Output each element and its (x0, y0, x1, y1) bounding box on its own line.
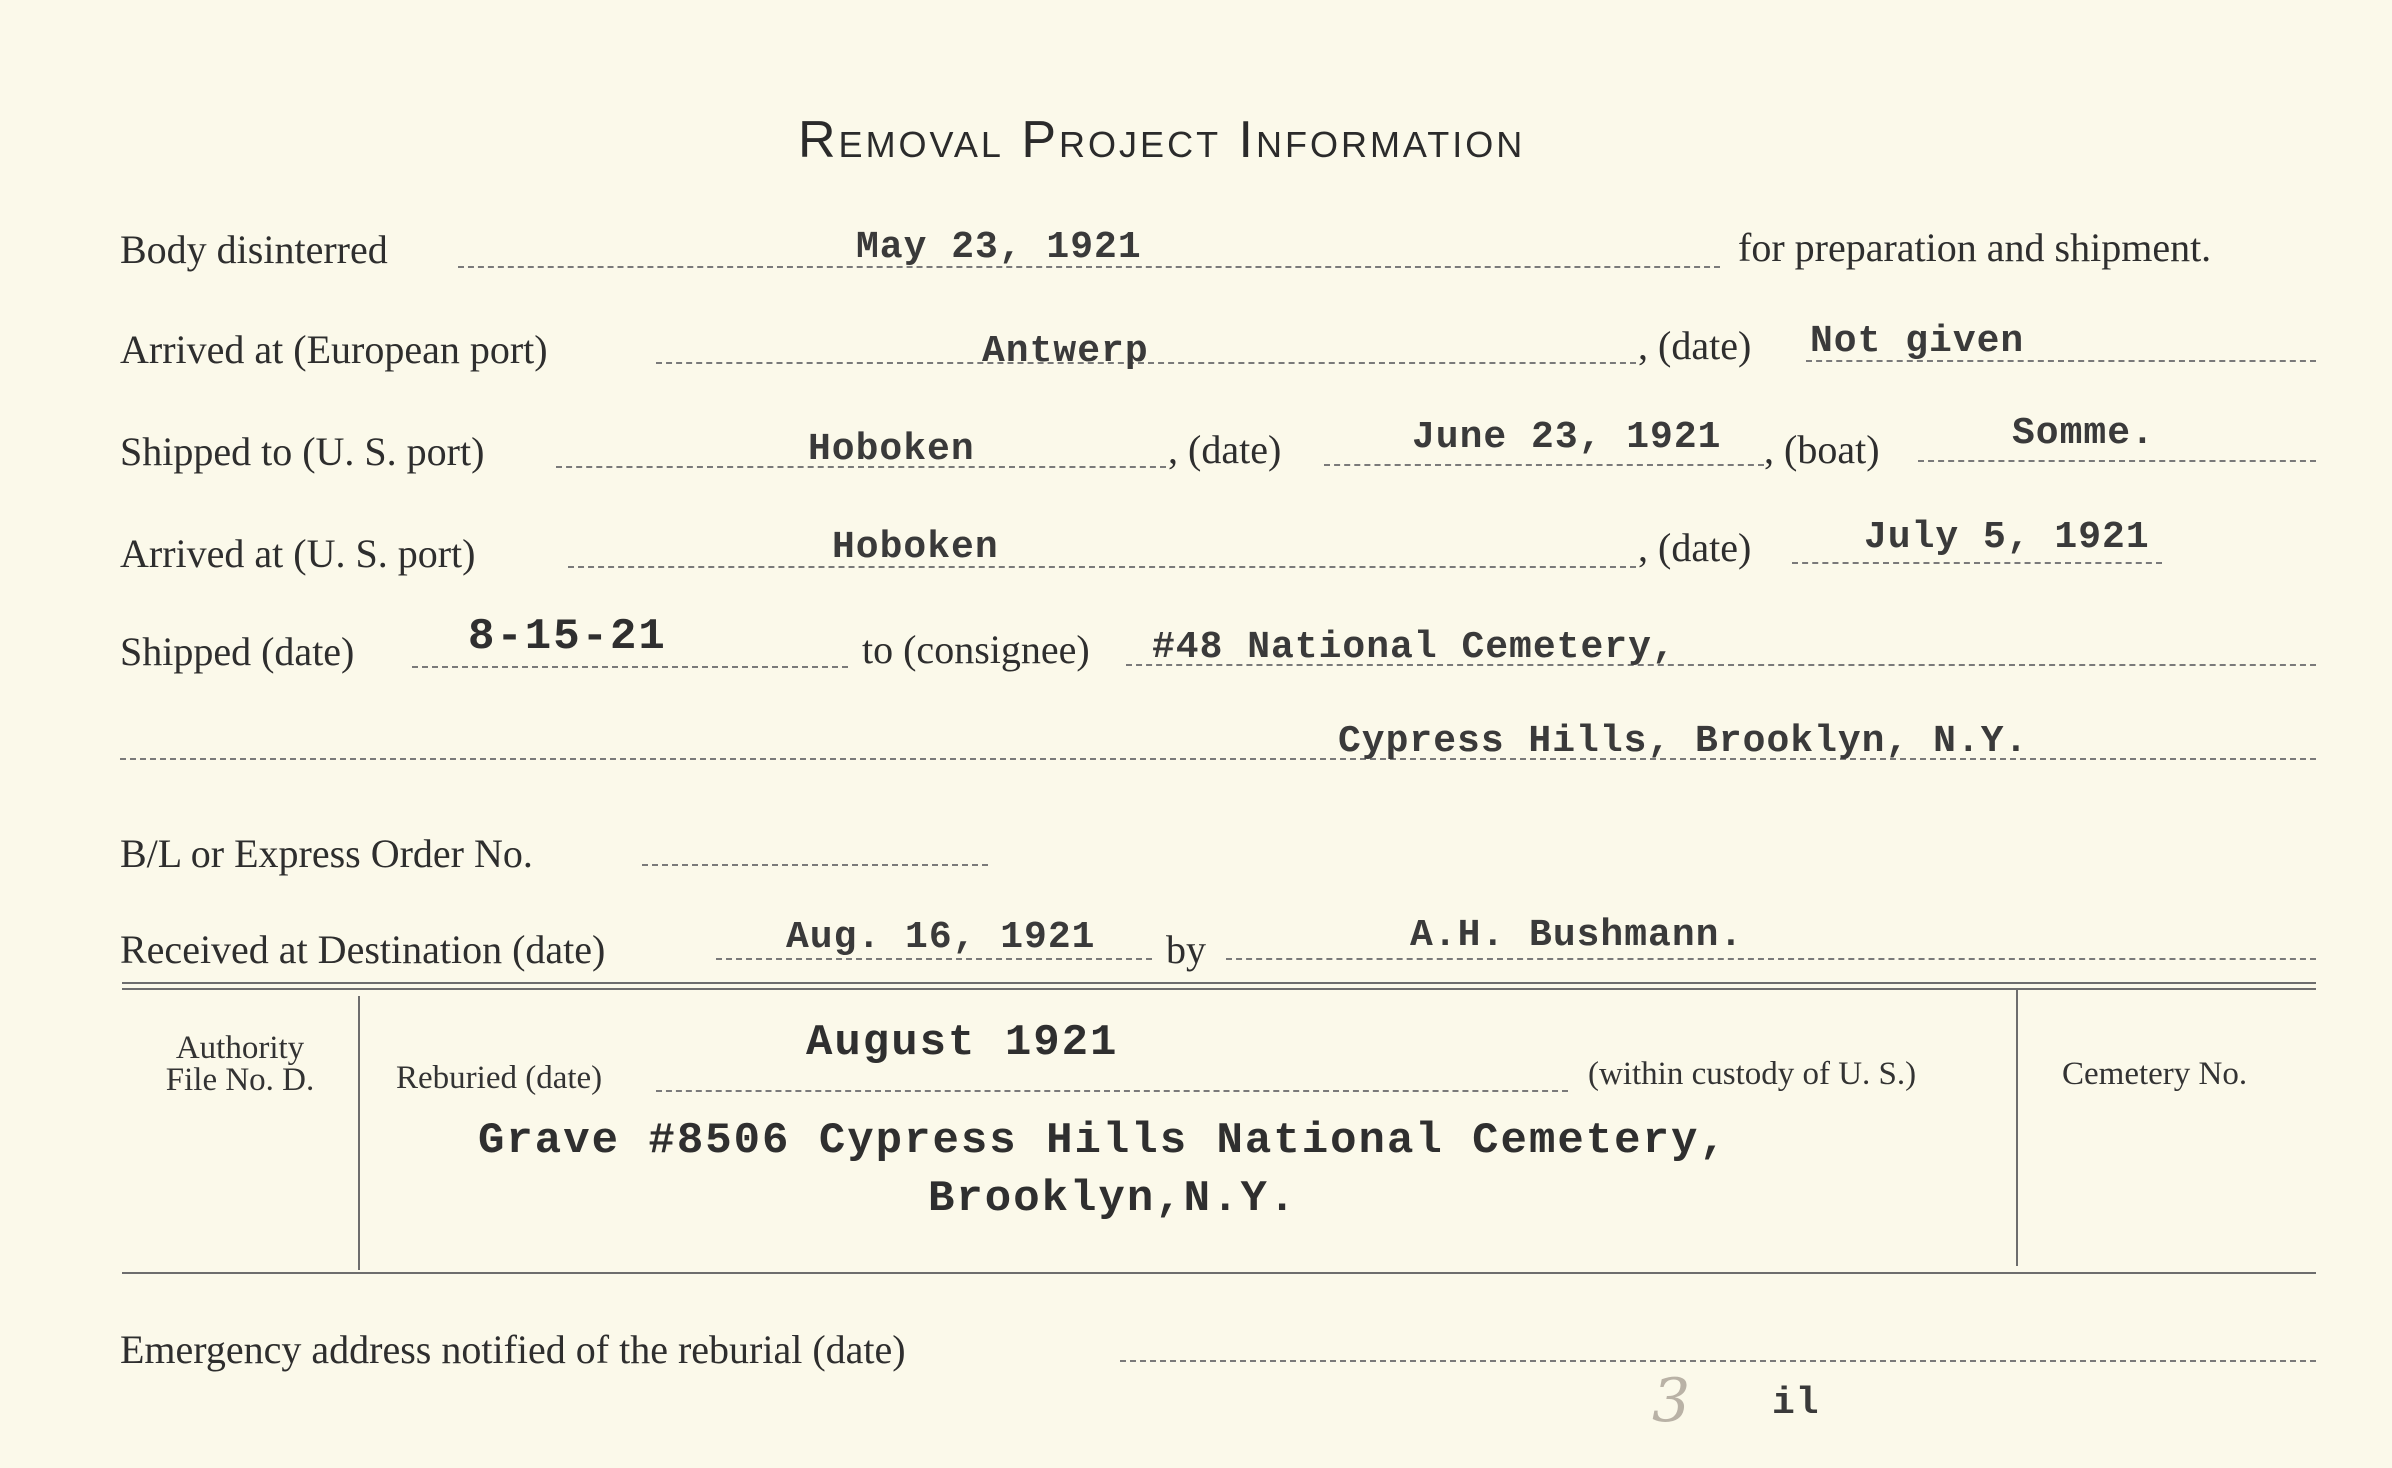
card-title: Removal Project Information (798, 111, 1526, 169)
received-by-value: A.H. Bushmann. (1410, 914, 1744, 957)
arrived-eu-label: Arrived at (European port) (120, 327, 548, 372)
shipped-us-label: Shipped to (U. S. port) (120, 429, 485, 474)
shipped-us-boat-label: , (boat) (1764, 427, 1880, 472)
arrived-us-date-line (1792, 562, 2162, 564)
arrived-eu-date-value: Not given (1810, 320, 2025, 363)
custody-label: (within custody of U. S.) (1588, 1056, 1917, 1092)
shipped-us-boat-line (1918, 460, 2316, 462)
disinterred-value: May 23, 1921 (856, 226, 1142, 269)
arrived-us-line (568, 566, 1636, 568)
typed-mark: il (1772, 1382, 1820, 1425)
reburied-label: Reburied (date) (396, 1060, 603, 1096)
shipped-label: Shipped (date) (120, 629, 355, 674)
shipped-value: 8-15-21 (468, 612, 667, 662)
arrived-us-date-value: July 5, 1921 (1864, 516, 2150, 559)
authority-label-2: File No. D. (165, 1062, 315, 1098)
received-by-line (1226, 958, 2316, 960)
arrived-us-date-label: , (date) (1638, 525, 1752, 570)
consignee-value-1: #48 National Cemetery, (1152, 626, 1676, 669)
received-label: Received at Destination (date) (120, 927, 606, 972)
emergency-label: Emergency address notified of the reburial (date) (120, 1327, 906, 1372)
bl-line (642, 864, 988, 866)
consignee-value-2: Cypress Hills, Brooklyn, N.Y. (1338, 720, 2029, 763)
arrived-eu-value: Antwerp (982, 330, 1149, 373)
grave-line-2: Brooklyn,N.Y. (928, 1174, 1298, 1224)
shipped-us-value: Hoboken (808, 428, 975, 471)
arrived-eu-date-label: , (date) (1638, 323, 1752, 368)
authority-label-1: Authority (175, 1030, 305, 1066)
received-value: Aug. 16, 1921 (786, 916, 1096, 959)
reburied-line (656, 1090, 1568, 1092)
shipped-us-date-value: June 23, 1921 (1412, 416, 1722, 459)
consignee-label: to (consignee) (862, 627, 1090, 672)
disinterred-label: Body disinterred (120, 227, 388, 272)
received-by-label: by (1166, 927, 1206, 972)
shipped-line (412, 666, 848, 668)
grave-line-1: Grave #8506 Cypress Hills National Cemetery, (478, 1116, 1728, 1166)
arrived-us-value: Hoboken (832, 526, 999, 569)
emergency-line (1120, 1360, 2316, 1362)
box-top-rule-2 (122, 988, 2316, 990)
disinterred-suffix: for preparation and shipment. (1738, 225, 2212, 270)
shipped-us-date-line (1324, 464, 1764, 466)
box-divider-left (358, 996, 360, 1270)
bl-label: B/L or Express Order No. (120, 831, 533, 876)
cemetery-no-label: Cemetery No. (2062, 1056, 2248, 1092)
shipped-us-boat-value: Somme. (2012, 412, 2155, 455)
box-bottom-rule (122, 1272, 2316, 1274)
box-top-rule (122, 982, 2316, 984)
shipped-us-date-label: , (date) (1168, 427, 1282, 472)
arrived-us-label: Arrived at (U. S. port) (120, 531, 476, 576)
pencil-mark: 3 (1652, 1366, 1691, 1436)
reburied-value: August 1921 (806, 1018, 1119, 1068)
box-divider-right (2016, 990, 2018, 1266)
